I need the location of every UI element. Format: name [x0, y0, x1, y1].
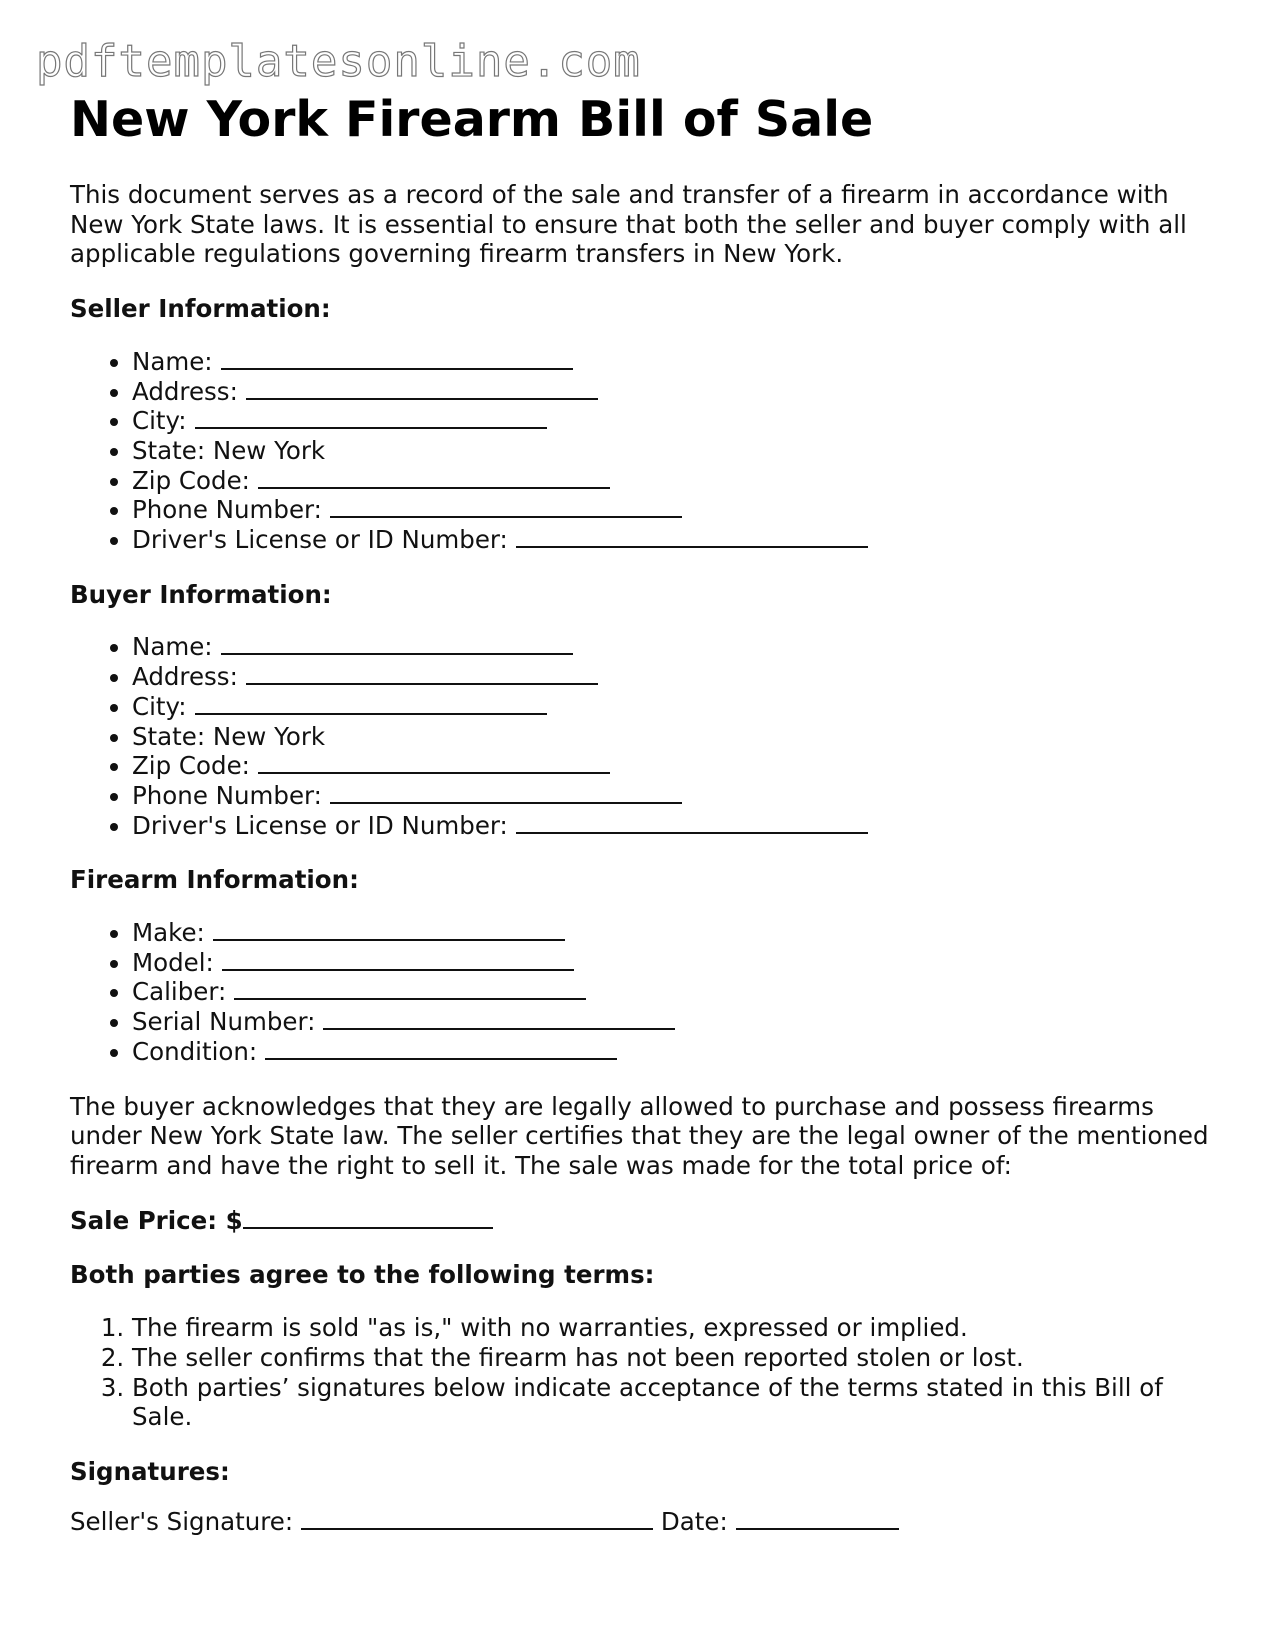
seller-zip-field: [132, 466, 1220, 496]
watermark: pdftemplatesonline.com: [36, 36, 641, 87]
seller-signature-line: [70, 1507, 1220, 1537]
seller-state-field: [132, 436, 1220, 466]
terms-heading: Both parties agree to the following terms:: [70, 1260, 655, 1290]
seller-heading: Seller Information:: [70, 294, 331, 324]
buyer-zip-blank[interactable]: [258, 752, 610, 774]
date-blank[interactable]: [736, 1508, 899, 1530]
firearm-heading: Firearm Information:: [70, 865, 359, 895]
term-item: 2. The seller confirms that the firearm has not been reported stolen or lost.: [132, 1343, 1220, 1373]
field-label: Zip Code:: [132, 465, 250, 495]
seller-address-blank[interactable]: [246, 378, 598, 400]
signatures-heading: Signatures:: [70, 1456, 230, 1486]
firearm-serial-field: [132, 1007, 1220, 1037]
document-page: [70, 88, 1220, 1536]
firearm-make-field: [132, 918, 1220, 948]
date-label: Date:: [660, 1506, 728, 1536]
sale-price-blank[interactable]: [243, 1207, 493, 1229]
seller-signature-label: Seller's Signature:: [70, 1506, 294, 1536]
buyer-license-blank[interactable]: [516, 812, 868, 834]
seller-license-blank[interactable]: [516, 526, 868, 548]
firearm-caliber-field: [132, 977, 1220, 1007]
field-label: Driver's License or ID Number:: [132, 525, 508, 555]
field-label: Zip Code:: [132, 751, 250, 781]
field-label: Phone Number:: [132, 495, 322, 525]
seller-city-blank[interactable]: [195, 407, 547, 429]
buyer-address-blank[interactable]: [246, 663, 598, 685]
buyer-city-blank[interactable]: [195, 693, 547, 715]
term-item: 1. The firearm is sold "as is," with no warranties, expressed or implied.: [132, 1313, 1220, 1343]
seller-zip-blank[interactable]: [258, 467, 610, 489]
seller-name-blank[interactable]: [221, 348, 573, 370]
firearm-caliber-blank[interactable]: [234, 978, 586, 1000]
firearm-model-blank[interactable]: [222, 949, 574, 971]
buyer-phone-blank[interactable]: [330, 782, 682, 804]
seller-address-field: [132, 377, 1220, 407]
seller-license-field: [132, 525, 1220, 555]
term-item: 3. Both parties’ signatures below indicate acceptance of the terms stated in this Bill of Sale.: [132, 1373, 1220, 1432]
field-label: City:: [132, 691, 187, 721]
buyer-phone-field: [132, 781, 1220, 811]
firearm-condition-blank[interactable]: [265, 1038, 617, 1060]
intro-paragraph: This document serves as a record of the sale and transfer of a firearm in accordance with New York State laws. It is essential to ensure that both the seller and buyer comply with all applicable regulations governing firearm transfers in New York.: [70, 180, 1187, 269]
firearm-serial-blank[interactable]: [323, 1008, 675, 1030]
seller-name-field: [132, 347, 1220, 377]
buyer-license-field: [132, 811, 1220, 841]
field-label: Make:: [132, 918, 205, 948]
buyer-address-field: [132, 662, 1220, 692]
acknowledgement-paragraph: The buyer acknowledges that they are legally allowed to purchase and possess firearms under New York State law. The seller certifies that they are the legal owner of the mentioned firearm and have the right to sell it. The sale was made for the total price of:: [70, 1091, 1209, 1180]
buyer-field-list: [70, 632, 1220, 840]
field-label: Caliber:: [132, 977, 227, 1007]
buyer-heading: Buyer Information:: [70, 579, 332, 609]
field-label: State: New York: [132, 721, 326, 751]
buyer-zip-field: [132, 751, 1220, 781]
field-label: State: New York: [132, 435, 326, 465]
field-label: City:: [132, 406, 187, 436]
buyer-state-field: [132, 722, 1220, 752]
firearm-model-field: [132, 948, 1220, 978]
field-label: Address:: [132, 662, 238, 692]
seller-city-field: [132, 406, 1220, 436]
seller-signature-blank[interactable]: [301, 1508, 653, 1530]
seller-phone-blank[interactable]: [330, 496, 682, 518]
firearm-condition-field: [132, 1037, 1220, 1067]
field-label: Name:: [132, 632, 213, 662]
terms-list: [70, 1313, 1220, 1432]
field-label: Driver's License or ID Number:: [132, 810, 508, 840]
sale-price-line: [70, 1206, 1220, 1236]
field-label: Model:: [132, 947, 214, 977]
firearm-make-blank[interactable]: [213, 919, 565, 941]
buyer-city-field: [132, 692, 1220, 722]
field-label: Name:: [132, 346, 213, 376]
seller-field-list: [70, 347, 1220, 555]
field-label: Condition:: [132, 1036, 258, 1066]
buyer-name-blank[interactable]: [221, 633, 573, 655]
field-label: Phone Number:: [132, 780, 322, 810]
firearm-field-list: [70, 918, 1220, 1067]
buyer-name-field: [132, 632, 1220, 662]
document-title: New York Firearm Bill of Sale: [70, 91, 874, 148]
sale-price-label: Sale Price: $: [70, 1205, 243, 1235]
seller-phone-field: [132, 495, 1220, 525]
field-label: Serial Number:: [132, 1007, 316, 1037]
field-label: Address:: [132, 376, 238, 406]
